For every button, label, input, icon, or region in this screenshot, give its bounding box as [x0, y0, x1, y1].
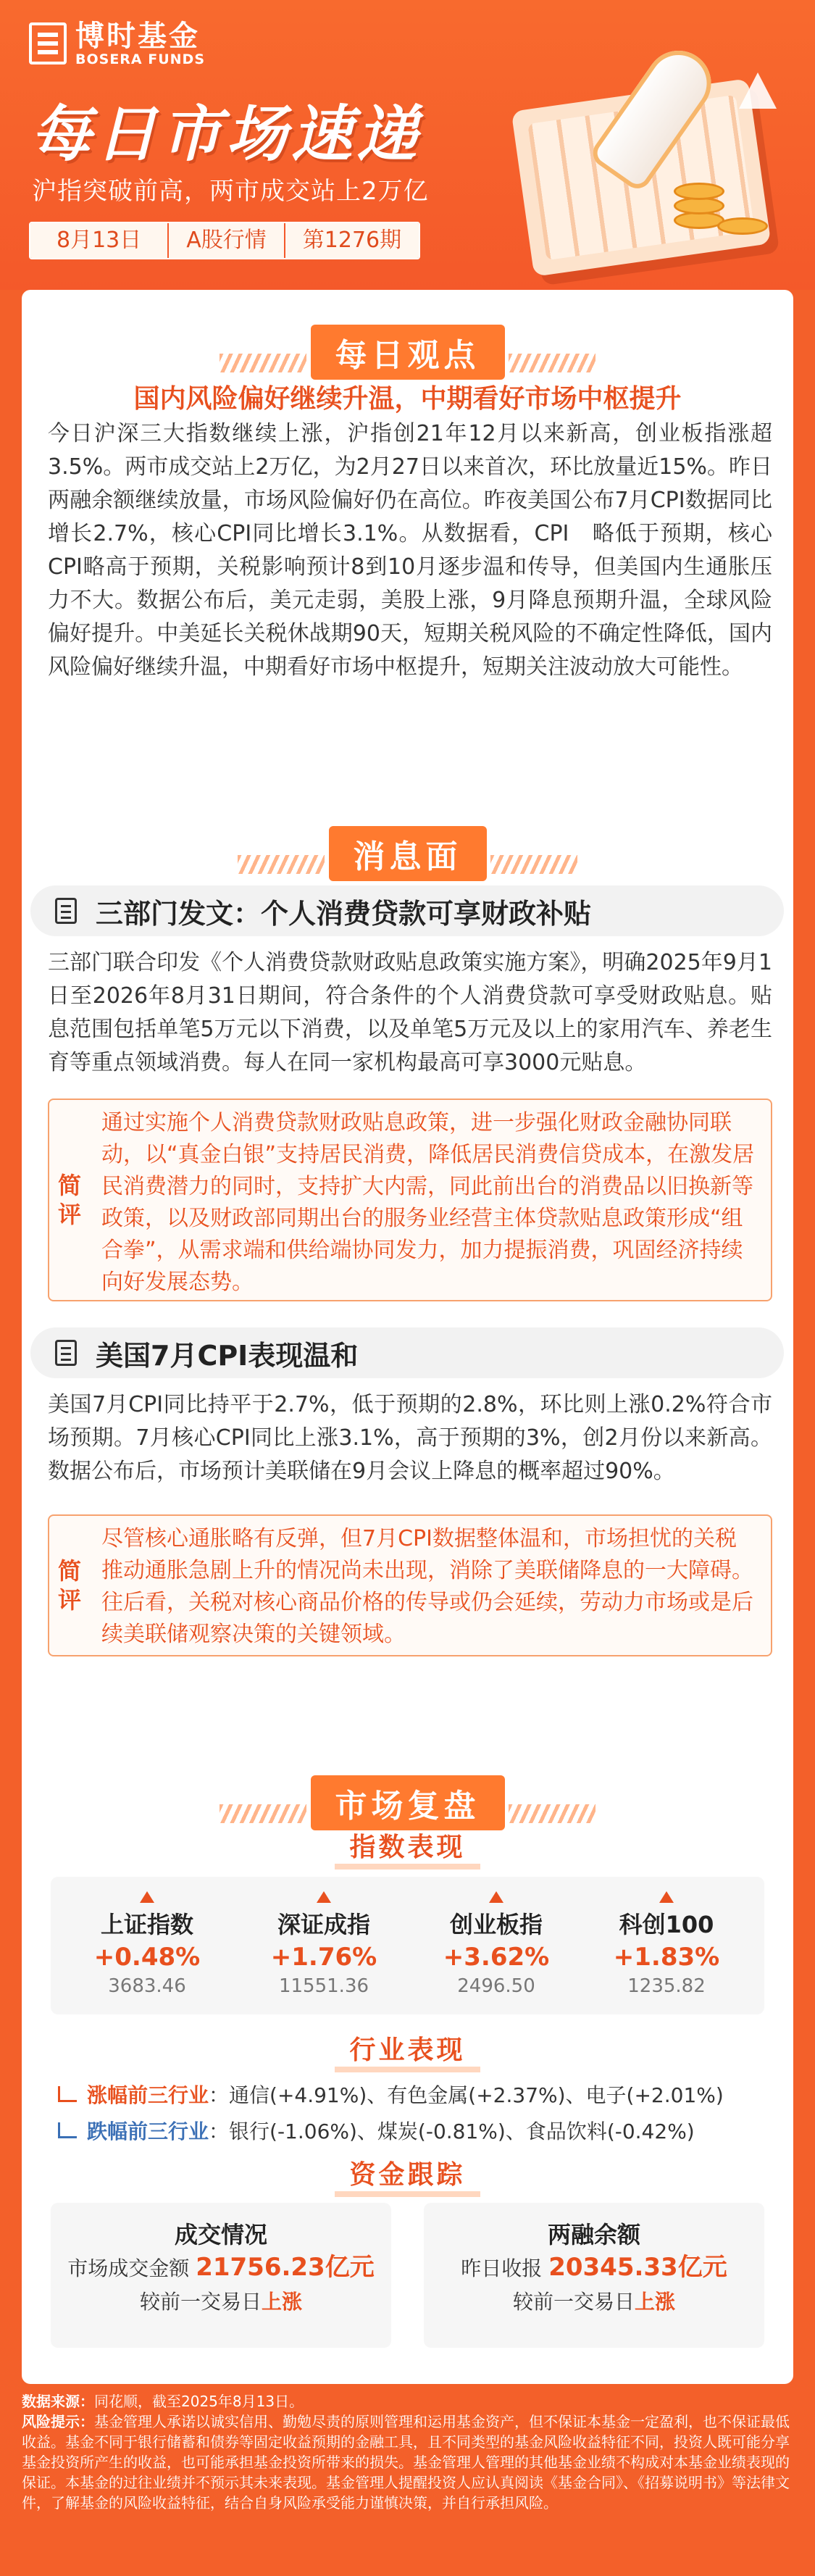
- index-value: 11551.36: [278, 1975, 369, 1997]
- logo-cn: 博时基金: [75, 20, 200, 53]
- page-subtitle: 沪指突破前高，两市成交站上2万亿: [32, 177, 429, 206]
- news-item-2-title: 美国7月CPI表现温和: [96, 1339, 359, 1372]
- up-triangle-icon: [317, 1891, 331, 1903]
- date-tag: 8月13日: [30, 223, 169, 258]
- document-icon: [55, 898, 77, 924]
- stripe-decoration: [220, 354, 306, 372]
- top-industries-row: [58, 2080, 724, 2109]
- margin-line: [424, 2251, 764, 2285]
- index-change: +1.76%: [270, 1943, 377, 1972]
- stripe-decoration: [490, 855, 577, 874]
- index-value: 2496.50: [457, 1975, 535, 1997]
- index-change: +3.62%: [443, 1943, 550, 1972]
- comment-text: 通过实施个人消费贷款财政贴息政策，进一步强化财政金融协同联动，以“真金白银”支持居民消费，降低居民消费信贷成本，在激发居民消费潜力的同时，支持扩大内需，同此前出台的消费品以旧换新等政策，以及财政部同期出台的服务业经营主体贷款贴息政策形成“组合拳”，从需求端和供给端协同发力，加力提振消费，巩固经济持续向好发展态势。: [101, 1110, 755, 1295]
- top-industries-text: ：通信(+4.91%)、有色金属(+2.37%)、电子(+2.01%): [209, 2083, 724, 2107]
- viewpoint-headline: 国内风险偏好继续升温，中期看好市场中枢提升: [133, 384, 682, 414]
- bottom-industries-label: 跌幅前三行业: [87, 2119, 209, 2143]
- stripe-decoration: [220, 1804, 306, 1823]
- index-card: [583, 1877, 750, 1998]
- up-triangle-icon: [140, 1891, 154, 1903]
- turnover-label: 市场成交金额: [67, 2256, 190, 2280]
- index-name: 科创100: [619, 1911, 714, 1938]
- index-change: +0.48%: [93, 1943, 201, 1972]
- viewpoint-body: 今日沪深三大指数继续上涨，沪指创21年12月以来新高，创业板指涨超3.5%。两市成交站上2万亿，为2月27日以来首次，环比放量近15%。昨日两融余额继续放量，市场风险偏好仍在高位。昨夜美国公布7月CPI数据同比增长2.7%，核心CPI同比增长3.1%。从数据看，CPI 略低于预期，核心CPI略高于预期，关税影响预计8到10月逐步温和传导，但美国内生通胀压力不大。数据公布后，美元走弱，美股上涨，9月降息预期升温，全球风险偏好提升。中美延长关税休战期90天，短期关税风险的不确定性降低，国内风险偏好继续升温，中期看好市场中枢提升，短期关注波动放大可能性。: [48, 421, 772, 680]
- news-item-1-body: 三部门联合印发《个人消费贷款财政贴息政策实施方案》，明确2025年9月1日至2026年8月31日期间，符合条件的个人消费贷款可享受财政贴息。贴息范围包括单笔5万元以下消费，以及单笔5万元及以上的家用汽车、养老生育等重点领域消费。每人在同一家机构最高可享3000元贴息。: [48, 950, 772, 1075]
- category-tag: A股行情: [169, 223, 285, 258]
- margin-trend: 上涨: [635, 2290, 676, 2314]
- turnover-value: 21756.23亿元: [196, 2253, 375, 2282]
- viewpoint-section-title: [22, 325, 793, 380]
- news-item-1-comment: [48, 1099, 772, 1301]
- news-section-title: [22, 826, 793, 881]
- issue-number-tag: 第1276期: [285, 223, 419, 258]
- top-industries-label: 涨幅前三行业: [87, 2083, 209, 2107]
- up-triangle-icon: [659, 1891, 674, 1903]
- margin-label: 昨日收报: [461, 2256, 543, 2280]
- turnover-compare: 较前一交易日上涨: [139, 2290, 303, 2314]
- trend-up-icon: [58, 2086, 77, 2102]
- index-name: 上证指数: [100, 1911, 193, 1938]
- index-change: +1.83%: [613, 1943, 720, 1972]
- news-item-2-comment: [48, 1514, 772, 1656]
- risk-disclaimer: 风险提示：基金管理人承诺以诚实信用、勤勉尽责的原则管理和运用基金资产，但不保证本基金一定盈利，也不保证最低收益。基金不同于银行储蓄和债券等固定收益预期的金融工具，且不同类型的基金风险收益特征不同，投资人既可能分享基金投资所产生的收益，也可能承担基金投资所带来的损失。基金管理人管理的其他基金业绩不构成对本基金业绩表现的保证。本基金的过往业绩并不预示其未来表现。基金管理人提醒投资人应认真阅读《基金合同》、《招募说明书》等法律文件，了解基金的风险收益特征，结合自身风险承受能力谨慎决策，并自行承担风险。: [22, 2413, 790, 2512]
- news-item-1-header: [30, 885, 784, 936]
- bottom-industries-text: ：银行(-1.06%)、煤炭(-0.81%)、食品饮料(-0.42%): [209, 2119, 695, 2143]
- comment-label: 简评: [57, 1172, 81, 1228]
- index-value: 3683.46: [108, 1975, 186, 1997]
- trend-down-icon: [58, 2122, 77, 2138]
- section-pill: 每日观点: [311, 325, 505, 380]
- fund-subtitle: 资金跟踪: [22, 2159, 793, 2197]
- margin-heading: 两融余额: [547, 2221, 640, 2248]
- document-icon: [55, 1340, 77, 1366]
- index-panel: [51, 1877, 764, 2014]
- up-triangle-icon: [489, 1891, 503, 1903]
- index-subtitle: 指数表现: [22, 1832, 793, 1870]
- margin-panel: [424, 2203, 764, 2348]
- page-title: 每日市场速递: [30, 99, 422, 170]
- footer-disclaimer: [22, 2391, 793, 2513]
- coin-icon: [674, 183, 724, 200]
- bosera-logo-icon: [29, 22, 67, 64]
- index-card: [241, 1877, 407, 1998]
- stripe-decoration: [509, 354, 595, 372]
- logo-en: BOSERA FUNDS: [75, 51, 206, 67]
- brand-logo: [29, 20, 205, 67]
- industry-subtitle: 行业表现: [22, 2035, 793, 2072]
- turnover-trend: 上涨: [262, 2290, 303, 2314]
- issue-tags: [29, 222, 420, 259]
- arrow-up-icon: [739, 72, 777, 109]
- content-card: [22, 290, 793, 2384]
- stripe-decoration: [509, 1804, 595, 1823]
- turnover-line: [51, 2251, 391, 2285]
- comment-text: 尽管核心通胀略有反弹，但7月CPI数据整体温和，市场担忧的关税推动通胀急剧上升的情况尚未出现，消除了美联储降息的一大障碍。往后看，关税对核心商品价格的传导或仍会延续，劳动力市场或是后续美联储观察决策的关键领域。: [101, 1526, 753, 1647]
- margin-value: 20345.33亿元: [548, 2253, 727, 2282]
- turnover-heading: 成交情况: [174, 2221, 267, 2248]
- rocket-illustration: [500, 43, 804, 275]
- bottom-industries-row: [58, 2116, 695, 2145]
- index-name: 深证成指: [277, 1911, 370, 1938]
- section-pill: 消息面: [329, 826, 487, 881]
- coin-icon: [717, 217, 768, 235]
- index-card: [413, 1877, 580, 1998]
- header-banner: [0, 0, 815, 290]
- fund-panels: [51, 2203, 764, 2348]
- section-pill: 市场复盘: [311, 1775, 505, 1830]
- stripe-decoration: [238, 855, 325, 874]
- news-item-2-header: [30, 1327, 784, 1378]
- turnover-panel: [51, 2203, 391, 2348]
- index-card: [64, 1877, 230, 1998]
- data-source: 数据来源：同花顺，截至2025年8月13日。: [22, 2393, 304, 2410]
- comment-label: 简评: [57, 1557, 81, 1614]
- index-name: 创业板指: [449, 1911, 543, 1938]
- index-value: 1235.82: [627, 1975, 706, 1997]
- margin-compare: 较前一交易日上涨: [512, 2290, 676, 2314]
- market-section-title: [22, 1775, 793, 1830]
- news-item-2-body: 美国7月CPI同比持平于2.7%，低于预期的2.8%，环比则上涨0.2%符合市场预期。7月核心CPI同比上涨3.1%，高于预期的3%，创2月份以来新高。数据公布后，市场预计美联储在9月会议上降息的概率超过90%。: [48, 1392, 772, 1484]
- news-item-1-title: 三部门发文：个人消费贷款可享财政补贴: [96, 897, 592, 930]
